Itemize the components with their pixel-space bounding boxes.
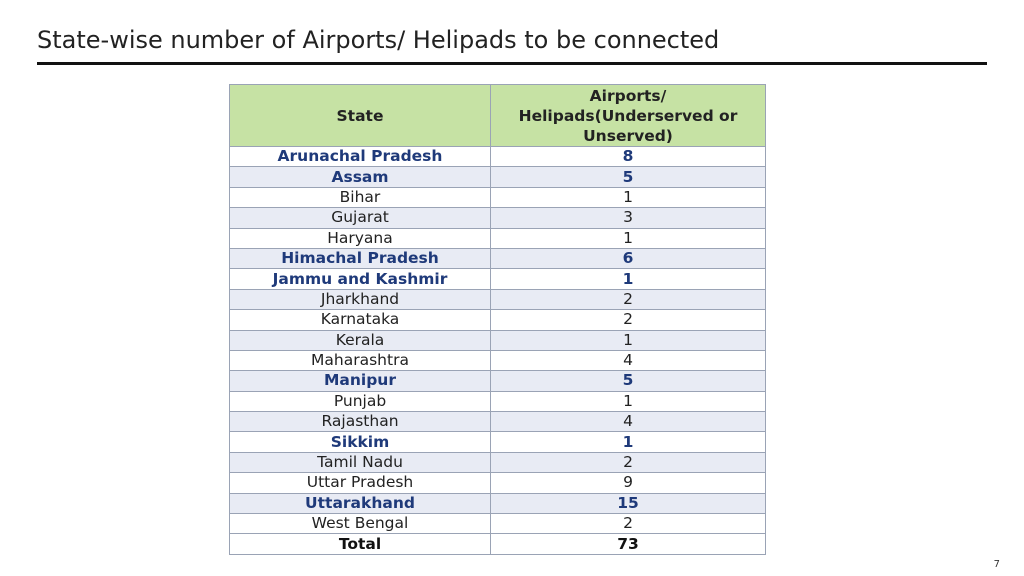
state-cell: Uttar Pradesh bbox=[230, 473, 491, 493]
table-row bbox=[230, 473, 766, 493]
count-cell: 1 bbox=[491, 330, 766, 350]
count-cell: 1 bbox=[491, 187, 766, 207]
table-row bbox=[230, 514, 766, 534]
total-count: 73 bbox=[491, 534, 766, 554]
count-cell: 2 bbox=[491, 289, 766, 309]
state-cell: Haryana bbox=[230, 228, 491, 248]
table-row bbox=[230, 452, 766, 472]
state-cell: Sikkim bbox=[230, 432, 491, 452]
table-row bbox=[230, 493, 766, 513]
state-cell: Manipur bbox=[230, 371, 491, 391]
table-row bbox=[230, 310, 766, 330]
table-row bbox=[230, 208, 766, 228]
table-row bbox=[230, 330, 766, 350]
count-cell: 1 bbox=[491, 391, 766, 411]
count-cell: 2 bbox=[491, 310, 766, 330]
state-cell: Punjab bbox=[230, 391, 491, 411]
count-cell: 4 bbox=[491, 350, 766, 370]
page-title: State-wise number of Airports/ Helipads to be connected bbox=[37, 26, 720, 54]
table-row bbox=[230, 167, 766, 187]
state-cell: Jharkhand bbox=[230, 289, 491, 309]
header-count: Airports/ Helipads(Underserved or Unserved) bbox=[491, 85, 766, 147]
header-state: State bbox=[230, 85, 491, 147]
state-cell: Bihar bbox=[230, 187, 491, 207]
page-number: 7 bbox=[993, 559, 1000, 570]
table-row bbox=[230, 350, 766, 370]
table-row bbox=[230, 289, 766, 309]
count-cell: 5 bbox=[491, 167, 766, 187]
count-cell: 2 bbox=[491, 514, 766, 534]
count-cell: 1 bbox=[491, 432, 766, 452]
state-cell: West Bengal bbox=[230, 514, 491, 534]
count-cell: 2 bbox=[491, 452, 766, 472]
state-cell: Kerala bbox=[230, 330, 491, 350]
table-row bbox=[230, 228, 766, 248]
state-cell: Uttarakhand bbox=[230, 493, 491, 513]
table-row bbox=[230, 269, 766, 289]
count-cell: 5 bbox=[491, 371, 766, 391]
count-cell: 8 bbox=[491, 147, 766, 167]
title-underline bbox=[37, 62, 987, 65]
count-cell: 6 bbox=[491, 248, 766, 268]
state-cell: Karnataka bbox=[230, 310, 491, 330]
count-cell: 1 bbox=[491, 269, 766, 289]
state-cell: Assam bbox=[230, 167, 491, 187]
count-cell: 4 bbox=[491, 412, 766, 432]
total-row bbox=[230, 534, 766, 554]
table-row bbox=[230, 412, 766, 432]
table-row bbox=[230, 391, 766, 411]
state-cell: Maharashtra bbox=[230, 350, 491, 370]
total-label: Total bbox=[230, 534, 491, 554]
state-cell: Rajasthan bbox=[230, 412, 491, 432]
state-cell: Himachal Pradesh bbox=[230, 248, 491, 268]
table-header-row bbox=[230, 85, 766, 147]
table-row bbox=[230, 248, 766, 268]
table-row bbox=[230, 147, 766, 167]
state-cell: Jammu and Kashmir bbox=[230, 269, 491, 289]
state-cell: Arunachal Pradesh bbox=[230, 147, 491, 167]
state-cell: Tamil Nadu bbox=[230, 452, 491, 472]
table-row bbox=[230, 432, 766, 452]
table-row bbox=[230, 187, 766, 207]
count-cell: 1 bbox=[491, 228, 766, 248]
table-row bbox=[230, 371, 766, 391]
count-cell: 3 bbox=[491, 208, 766, 228]
state-cell: Gujarat bbox=[230, 208, 491, 228]
count-cell: 9 bbox=[491, 473, 766, 493]
state-airports-table bbox=[229, 84, 766, 555]
count-cell: 15 bbox=[491, 493, 766, 513]
